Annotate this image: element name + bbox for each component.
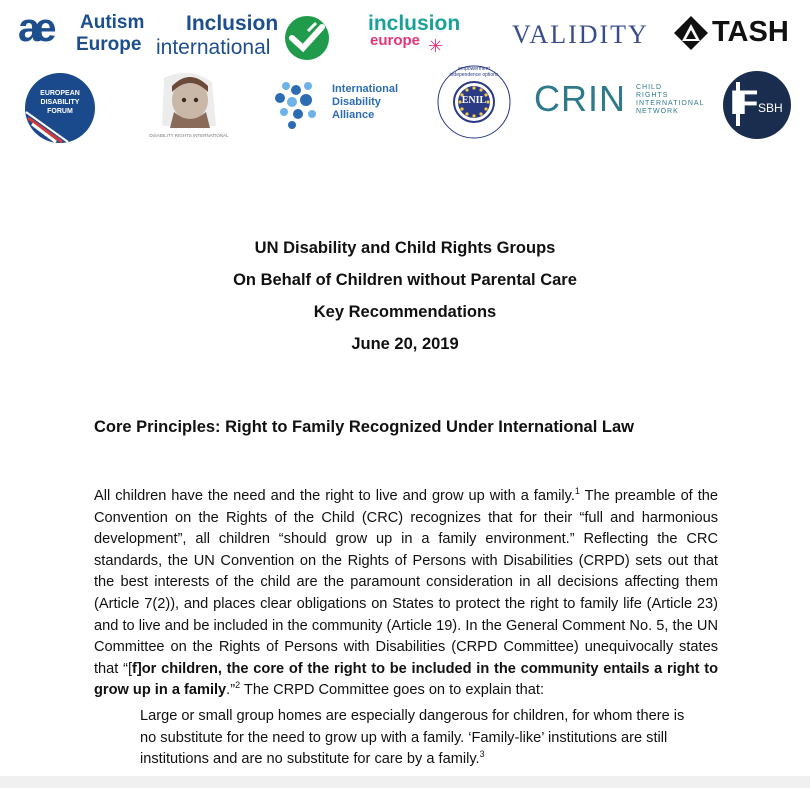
inclusion-europe-line1: inclusion	[368, 12, 461, 35]
body-paragraph	[94, 486, 718, 702]
autism-europe-mark: ae	[18, 6, 51, 50]
autism-europe-line1: Autism	[80, 12, 145, 33]
edf-line2: DISABILITY	[40, 99, 80, 106]
footnote-ref-1[interactable]: 1	[574, 486, 580, 497]
ida-line1: International	[332, 83, 399, 95]
inclusion-international-check-icon	[278, 15, 336, 61]
para-sentence-4: The CRPD Committee goes on to explain that:	[240, 682, 545, 699]
validity-text: VALIDITY	[512, 20, 649, 49]
disability-rights-international-logo	[144, 70, 234, 142]
crin-logo	[534, 78, 714, 122]
inclusion-international-line2: international	[156, 36, 271, 59]
ida-dots-icon	[272, 80, 322, 130]
footnote-ref-2[interactable]: 2	[235, 680, 241, 691]
crin-line2: RIGHTS	[636, 92, 669, 99]
dri-caption: DISABILITY RIGHTS INTERNATIONAL	[149, 133, 229, 138]
title-line-2: On Behalf of Children without Parental Care	[233, 271, 577, 289]
child-photo-icon	[154, 70, 224, 130]
crin-line1: CHILD	[636, 84, 663, 91]
para-bold-f: f	[132, 660, 137, 677]
ifsbh-main-text: IF	[730, 84, 757, 122]
international-disability-alliance-logo	[272, 80, 412, 130]
quote-text: Large or small group homes are especially dangerous for children, for whom there is no substitute for the need to grow up with a family. ‘Family-like’ institutions are still institutions and are no substitute for care by a family.	[140, 708, 685, 768]
block-quote	[140, 706, 690, 771]
para-bold-quote: ]or children, the core of the right to be included in the community entails a right to grow up in a family	[94, 660, 718, 699]
ida-line2: Disability	[332, 96, 381, 108]
inclusion-international-line1: Inclusion	[186, 12, 279, 35]
para-sentence-1: All children have the need and the right to live and grow up with a family.	[94, 488, 575, 504]
inclusion-europe-line2: europe	[370, 32, 421, 49]
ifsbh-sub-text: SBH	[758, 101, 783, 115]
inclusion-europe-star-icon: ✳	[428, 36, 444, 56]
title-line-3: Key Recommendations	[313, 303, 497, 321]
tash-logo	[672, 14, 802, 54]
autism-europe-logo	[18, 6, 158, 58]
enil-ring-text: empowerment independence options	[449, 66, 499, 78]
autism-europe-line2: Europe	[76, 34, 142, 55]
crin-line3: INTERNATIONAL	[636, 100, 705, 107]
section-heading: Core Principles: Right to Family Recognized Under International Law	[94, 418, 634, 436]
tash-text: TASH	[712, 16, 789, 48]
enil-center-text: ENIL	[461, 95, 487, 106]
document-title	[0, 232, 810, 360]
footnote-ref-3[interactable]: 3	[479, 749, 485, 760]
ida-line3: Alliance	[332, 109, 375, 121]
title-line-1: UN Disability and Child Rights Groups	[254, 239, 556, 257]
tash-diamond-icon	[672, 14, 710, 52]
para-sentence-2: The preamble of the Convention on the Rights of the Child (CRC) recognizes that for their “full and harmonious development”, all children “should grow up in a family environment.” Reflecting the CRC standards, the UN Convention on the Rights of Persons with Disabilities (CRPD) sets out that the best interests of the child are the paramount consideration in all decisions affecting them (Article 7(2)), and places clear obligations on States to protect the right to family life (Article 23) and to live and be included in the community (Article 19). In the General Comment No. 5, the UN Committee on the Rights of Persons with Disabilities (CRPD Committee) unequivocally states that “[	[94, 488, 719, 677]
edf-line3: FORUM	[47, 108, 73, 115]
page-bottom-edge	[0, 776, 810, 788]
edf-logo	[24, 72, 96, 144]
ifsbh-logo	[722, 70, 792, 140]
validity-logo	[512, 20, 652, 54]
enil-logo	[436, 64, 512, 140]
edf-line1: EUROPEAN	[40, 90, 80, 97]
para-sentence-3: .”	[226, 682, 236, 699]
crin-text: CRIN	[534, 78, 626, 119]
crin-line4: NETWORK	[636, 108, 679, 115]
inclusion-international-logo	[156, 12, 341, 62]
title-date: June 20, 2019	[351, 335, 459, 353]
inclusion-europe-logo	[368, 12, 478, 60]
